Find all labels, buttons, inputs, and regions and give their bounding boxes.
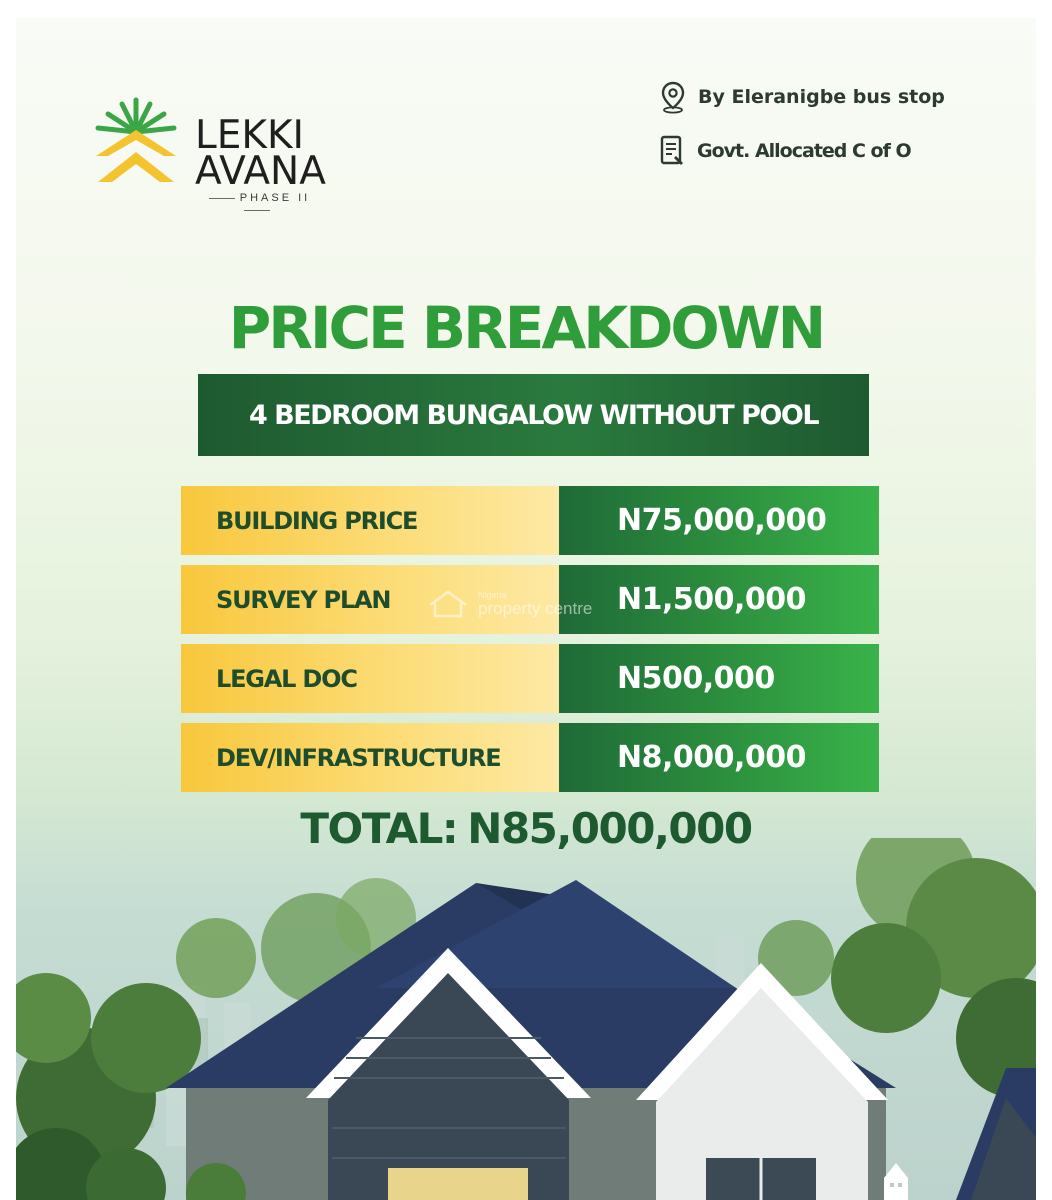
price-value: N1,500,000 [559,565,879,634]
total-label: TOTAL: [300,804,458,853]
price-value: N8,000,000 [559,723,879,792]
logo-word-lekki: LEKKI [195,113,305,158]
watermark-big-text: property centre [478,599,593,618]
document-icon [657,134,687,168]
price-label: SURVEY PLAN [181,565,559,634]
price-value: N500,000 [559,644,879,713]
bungalow-illustration [16,838,1036,1200]
map-pin-icon [658,80,688,114]
info-document [657,134,911,168]
house-watermark-icon [426,589,470,619]
document-text: Govt. Allocated C of O [697,140,911,162]
logo-phase-label: PHASE II [187,192,327,216]
sunrise-logo-icon [94,94,178,194]
logo-word-avana: AVANA [195,149,326,194]
price-label: DEV/INFRASTRUCTURE [181,723,559,792]
subtitle-banner [198,374,869,456]
price-row-legal [181,644,879,713]
page-title: PRICE BREAKDOWN [228,294,824,362]
price-row-dev [181,723,879,792]
info-location [658,80,945,114]
watermark [426,582,592,626]
watermark-small-text: Nigeria [478,590,507,600]
subtitle-text: 4 BEDROOM BUNGALOW WITHOUT POOL [248,399,819,431]
location-text: By Eleranigbe bus stop [698,86,945,108]
lekki-avana-logo [94,94,354,214]
developer-mark-icon [884,1163,908,1200]
price-value: N75,000,000 [559,486,879,555]
price-label: LEGAL DOC [181,644,559,713]
price-label: BUILDING PRICE [181,486,559,555]
price-row-building [181,486,879,555]
poster [16,18,1036,1200]
total-value: N85,000,000 [467,804,752,853]
